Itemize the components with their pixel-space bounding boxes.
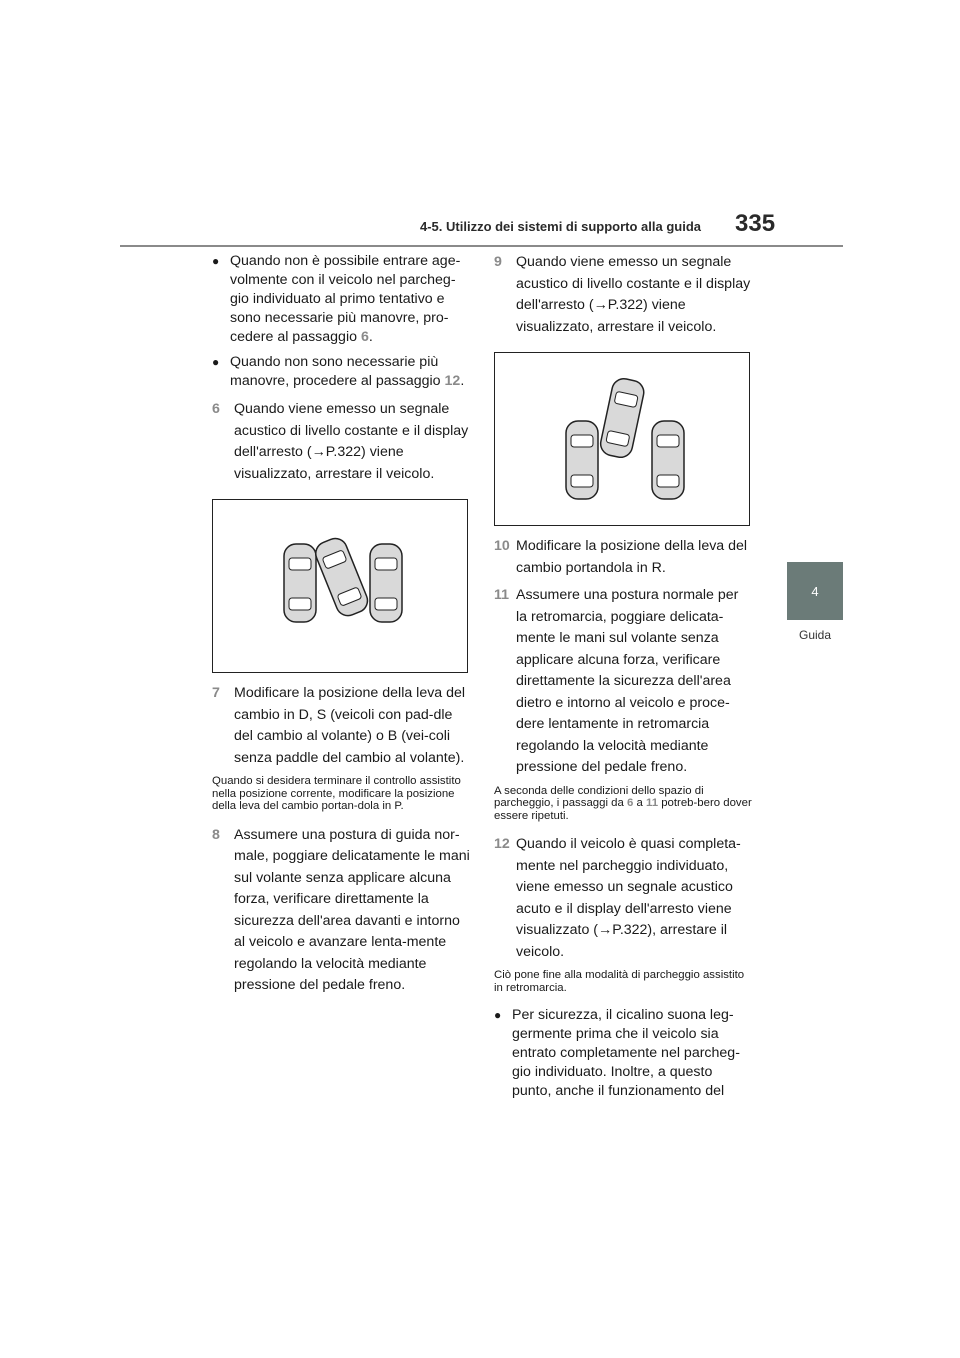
parking-cars-illustration xyxy=(502,359,742,519)
step-8: 8 Assumere una postura di guida nor-male, poggiare delicatamente le mani sul volante senza applicare alcuna forza, verificare direttamente la sicurezza dell'area davanti e intorno al veicolo e avanzare lenta-mente regolando la velocità mediante pressione del pedale freno. xyxy=(212,826,470,993)
section-title: 4-5. Utilizzo dei sistemi di supporto alla guida xyxy=(420,219,701,234)
left-column xyxy=(212,252,470,1003)
right-column xyxy=(494,252,752,1107)
chapter-tab[interactable] xyxy=(787,562,843,620)
parking-figure-forward xyxy=(212,499,468,673)
parking-cars-illustration xyxy=(220,506,460,666)
step-9: 9 Quando viene emesso un segnale acustico di livello costante e il display dell'arresto (→P.322) viene visualizzato, arrestare il veicolo. xyxy=(494,254,751,335)
step-10: 10 Modificare la posizione della leva del cambio portandola in R. xyxy=(494,538,748,576)
bullet-item: ● Quando non è possibile entrare age-volmente con il veicolo nel parcheg-gio individuato al primo tentativo e sono necessarie più manovre, pro-cedere al passaggio 6. xyxy=(212,252,470,347)
bullet-item: ● Quando non sono necessarie più manovre, procedere al passaggio 12. xyxy=(212,353,470,391)
chapter-label: Guida xyxy=(798,628,832,642)
note-text: A seconda delle condizioni dello spazio di parcheggio, i passaggi da 6 a 11 potreb-bero dover essere ripetuti. xyxy=(494,784,752,822)
step-7: 7 Modificare la posizione della leva del cambio in D, S (veicoli con pad-dle del cambio al volante) o B (vei-coli senza paddle del cambio al volante). xyxy=(212,685,466,766)
header-divider xyxy=(120,245,843,247)
page-number: 335 xyxy=(735,210,776,237)
note-text: Quando si desidera terminare il controllo assistito nella posizione corrente, modificare la posizione della leva del cambio portan-dola in P. xyxy=(212,775,461,812)
note-text: Ciò pone fine alla modalità di parcheggio assistito in retromarcia. xyxy=(494,969,745,994)
step-12: 12 Quando il veicolo è quasi completa-mente nel parcheggio individuato, viene emesso un segnale acustico acuto e il display dell'arresto viene visualizzato (→P.322), arrestare il veicolo. xyxy=(494,836,741,960)
chapter-number: 4 xyxy=(811,583,819,599)
bullet-item: ● Per sicurezza, il cicalino suona leg-germente prima che il veicolo sia entrato completamente nel parcheg-gio individuato. Inoltre, a questo punto, anche il funzionamento del xyxy=(494,1006,752,1101)
step-6: 6 Quando viene emesso un segnale acustico di livello costante e il display dell'arresto (→P.322) viene visualizzato, arrestare il veicolo. xyxy=(212,401,469,482)
parking-figure-reverse xyxy=(494,352,750,526)
step-11: 11 Assumere una postura normale per la retromarcia, poggiare delicata-mente le mani sul volante senza applicare alcuna forza, verificare direttamente la sicurezza dell'area dietro e intorno al veicolo e proce-dere lentamente in retromarcia regolando la velocità mediante pressione del pedale freno. xyxy=(494,587,739,775)
